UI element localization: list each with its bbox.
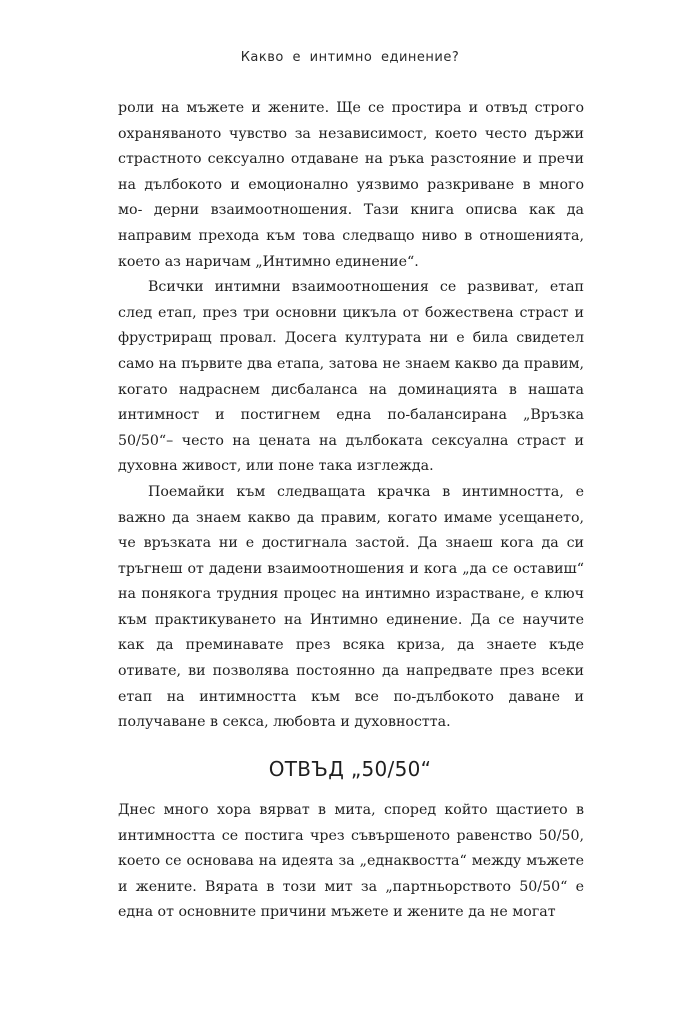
paragraph: Поемайки към следващата крачка в интимността, е важно да знаем какво да правим, когато имаме усещането, че връзката ни е достигнала застой. Да знаеш кога да си тръгнеш от дадени взаимоотношения и кога „да се оставиш“ на понякога трудния процес на интимно израстване, е ключ към практикуването на Интимно единение. Да се научите как да преминавате през всяка криза, да знаете къде отивате, ви позволява постоянно да напредвате през всеки етап на интимността към все по-дълбокото даване и получаване в секса, любовта и духовността. (118, 483, 584, 731)
running-header: Какво е интимно единение? (240, 50, 460, 65)
body-text-bottom (118, 798, 584, 926)
paragraph-continuation: роли на мъжете и жените. Ще се простира и отвъд строго охраняваното чувство за независимост, което често държи страстното сексуално отдаване на ръка разстояние и пречи на дълбокото и емоционално уязвимо разкриване в много мо- дерни взаимоотношения. Тази книга описва как да направим прехода към това следващо ниво в отношенията, което аз наричам „Интимно единение“. (118, 100, 584, 270)
paragraph: Всички интимни взаимоотношения се развиват, етап след етап, през три основни цикъла от божествена страст и фрустриращ провал. Досега културата ни е била свидетел само на първите два етапа, затова не знаем какво да правим, когато надраснем дисбаланса на доминацията в нашата интимност и постигнем една по-балансирана „Връзка 50/50“– често на цената на дълбоката сексуална страст и духовна живост, или поне така изглежда. (118, 279, 584, 475)
section-heading: ОТВЪД „50/50“ (268, 757, 432, 781)
body-text-top (118, 96, 584, 736)
paragraph: Днес много хора вярват в мита, според който щастието в интимността се постига чрез съвършеното равенство 50/50, което се основава на идеята за „еднаквостта“ между мъжете и жените. Вярата в този мит за „партньорството 50/50“ е една от основните причини мъжете и жените да не могат (118, 802, 584, 921)
